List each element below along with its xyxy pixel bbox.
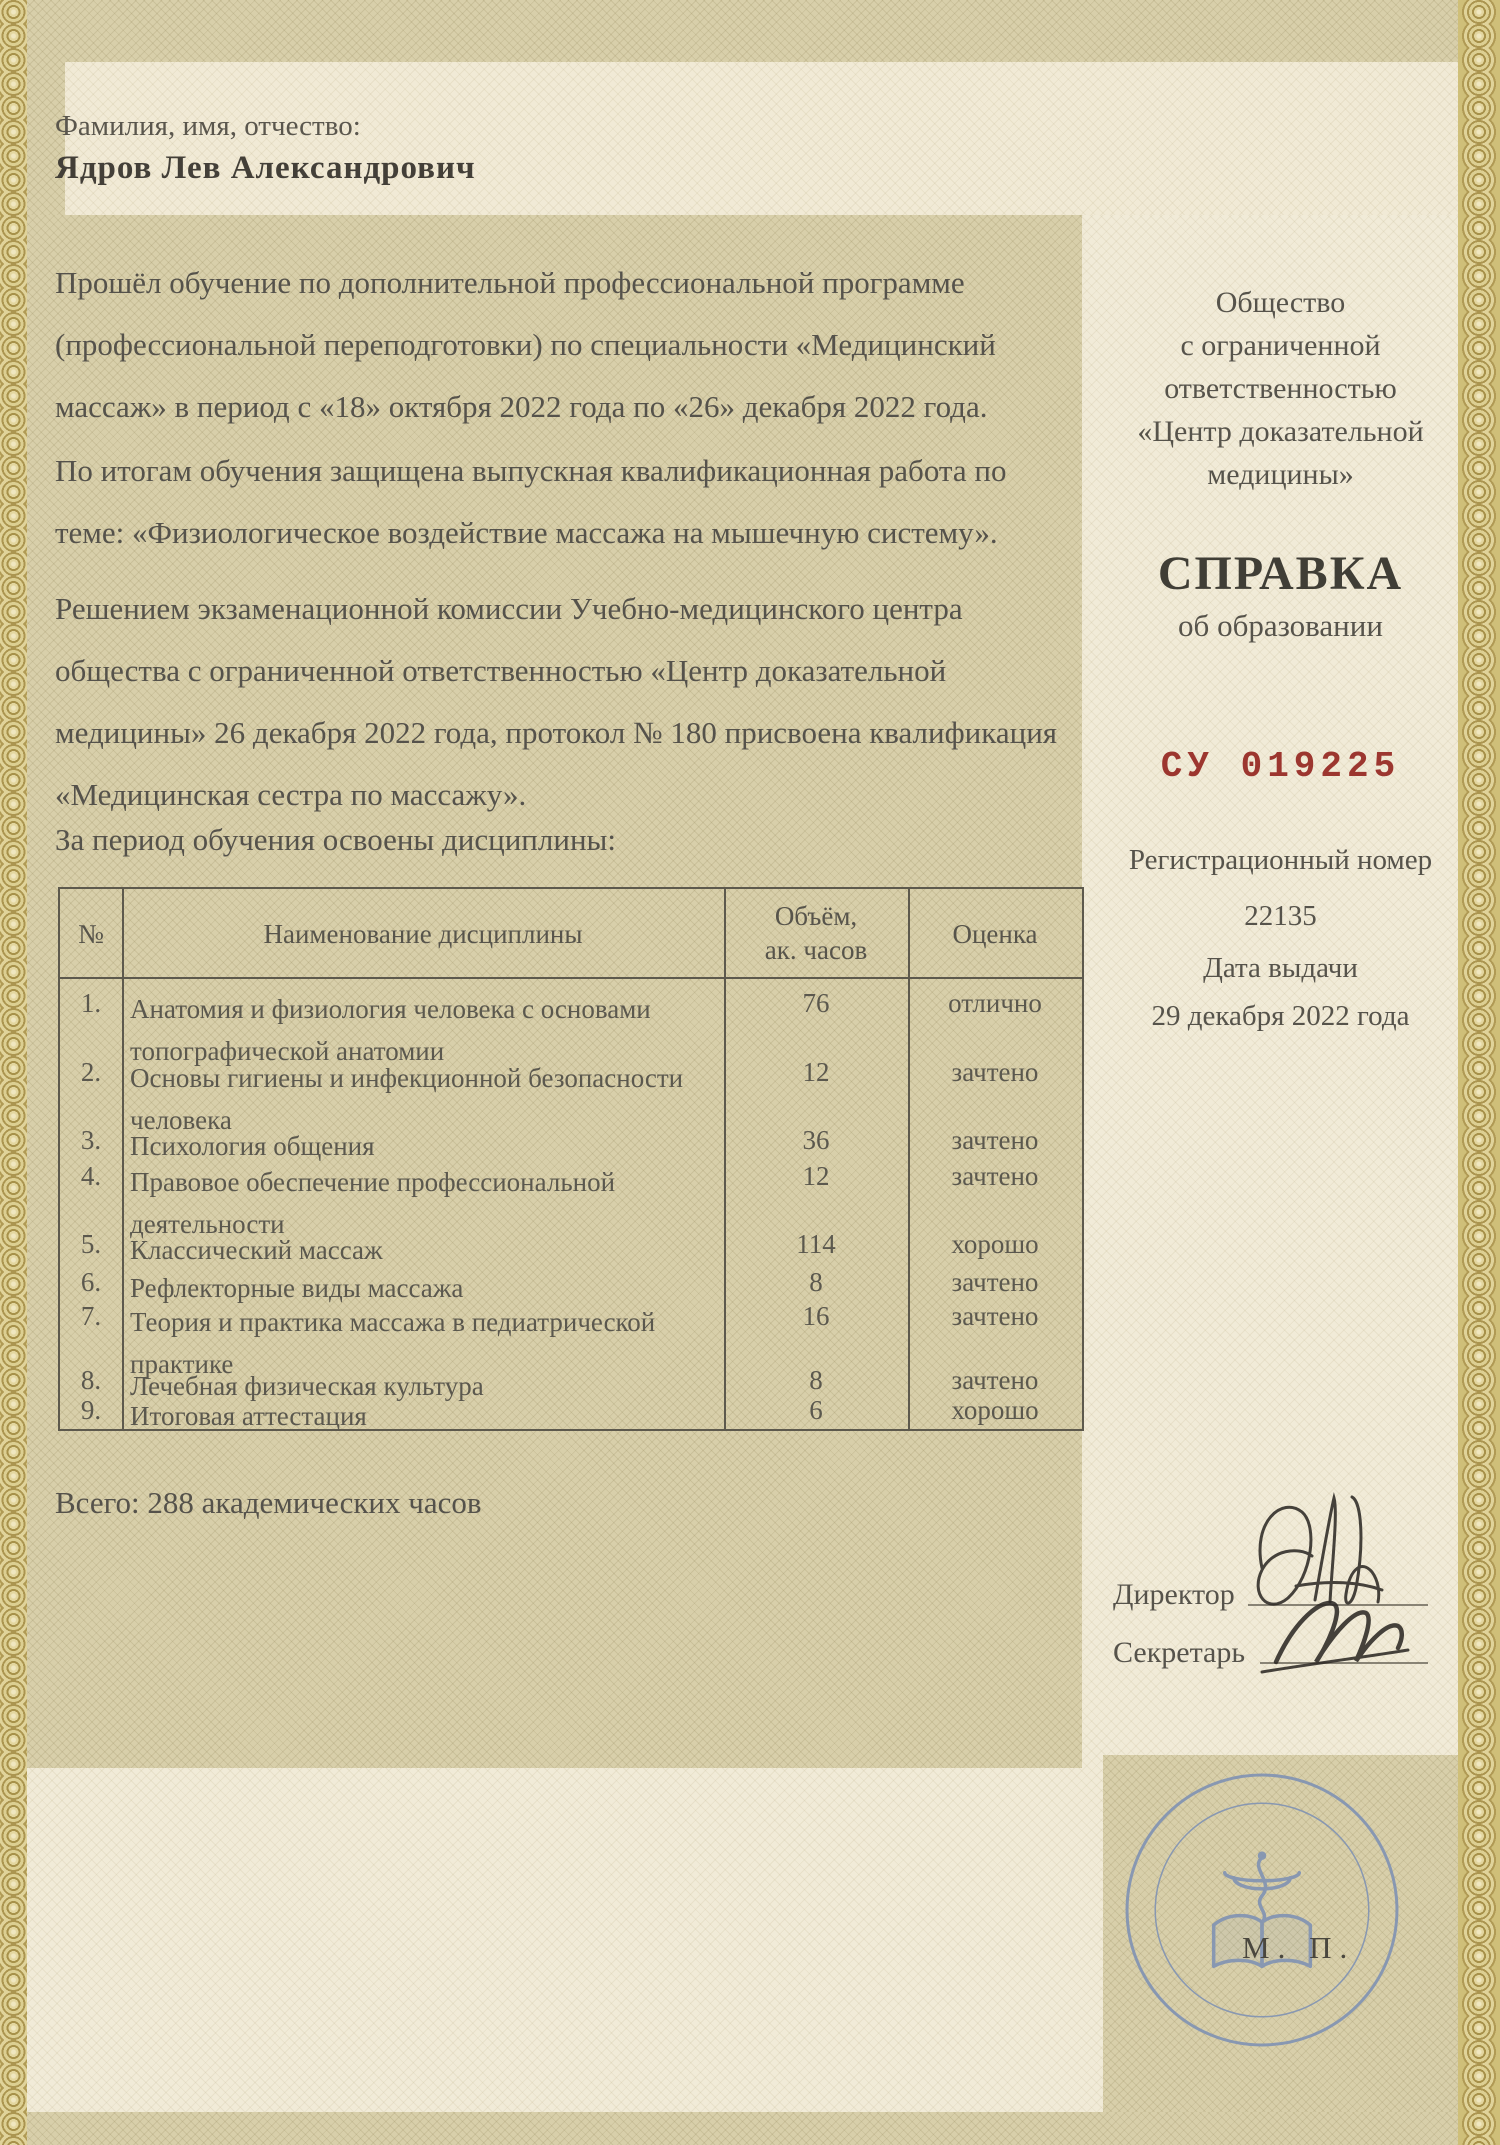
director-label: Директор: [1113, 1578, 1235, 1611]
row-num: 2.: [80, 1057, 102, 1087]
paragraph-qualification: Решением экзаменационной комиссии Учебно-медицинского центра общества с ограниченной ответственностью «Центр доказательной медицины» 26 декабря 2022 года, протокол № 180 присвоена квалификация «Медицинская сестра по массажу».: [55, 591, 1058, 812]
row-volume: 8: [809, 1267, 823, 1297]
right-ornamental-border: [1458, 0, 1500, 2145]
row-num: 3.: [80, 1125, 102, 1155]
row-discipline: Лечебная физическая культура: [130, 1371, 484, 1401]
row-grade: отлично: [948, 988, 1042, 1018]
table-intro: За период обучения освоены дисциплины:: [55, 822, 616, 857]
row-discipline: Правовое обеспечение профессиональной деятельности: [130, 1167, 616, 1239]
stamp-bowl-snake-icon: [1225, 1853, 1300, 1921]
org-name-line: медицины»: [1207, 458, 1354, 491]
header-grade: Оценка: [952, 919, 1038, 949]
bottom-band: [27, 2112, 1458, 2145]
row-num: 5.: [80, 1229, 102, 1259]
row-grade: хорошо: [951, 1395, 1039, 1425]
org-name-line: Общество: [1215, 286, 1346, 319]
row-volume: 12: [802, 1057, 830, 1087]
row-discipline: Психология общения: [130, 1131, 375, 1161]
row-volume: 16: [802, 1301, 830, 1331]
table-column-line: [908, 889, 910, 1429]
row-num: 1.: [80, 988, 102, 1018]
row-num: 8.: [80, 1365, 102, 1395]
org-stamp: [1121, 1769, 1403, 2051]
serial-number: СУ 019225: [1160, 746, 1401, 787]
header-num: №: [78, 919, 104, 949]
left-ornamental-border: [0, 0, 27, 2145]
table-column-line: [122, 889, 124, 1429]
row-num: 9.: [80, 1395, 102, 1425]
header-volume: Объём, ак. часов: [764, 901, 868, 965]
document-subtitle: об образовании: [1178, 608, 1383, 643]
row-discipline: Классический массаж: [130, 1235, 383, 1265]
row-num: 4.: [80, 1161, 102, 1191]
stamp-place-label: М. П.: [1242, 1930, 1356, 1965]
secretary-signature-line: [1260, 1662, 1428, 1664]
org-name-line: «Центр доказательной: [1137, 415, 1424, 448]
row-volume: 6: [809, 1395, 823, 1425]
org-name-line: с ограниченной: [1180, 329, 1381, 362]
total-hours: Всего: 288 академических часов: [55, 1485, 482, 1520]
row-discipline: Рефлекторные виды массажа: [130, 1273, 464, 1303]
paragraph-thesis: По итогам обучения защищена выпускная квалификационная работа по теме: «Физиологическое воздействие массажа на мышечную систему».: [55, 453, 1007, 550]
paragraph-training: Прошёл обучение по дополнительной профессиональной программе (профессиональной переподготовки) по специальности «Медицинский массаж» в период с «18» октября 2022 года по «26» декабря 2022 года.: [55, 265, 996, 424]
header-discipline: Наименование дисциплины: [263, 919, 583, 949]
fio-name: Ядров Лев Александрович: [55, 150, 476, 186]
issue-date-value: 29 декабря 2022 года: [1151, 1000, 1410, 1032]
row-grade: зачтено: [951, 1301, 1039, 1331]
row-discipline: Анатомия и физиология человека с основами топографической анатомии: [130, 994, 651, 1066]
row-grade: зачтено: [951, 1365, 1039, 1395]
row-volume: 8: [809, 1365, 823, 1395]
secretary-label: Секретарь: [1113, 1636, 1246, 1669]
director-signature: [1258, 1497, 1382, 1604]
row-volume: 114: [796, 1229, 836, 1259]
document-title: СПРАВКА: [1157, 547, 1404, 600]
table-column-line: [724, 889, 726, 1429]
org-name-line: ответственностью: [1164, 372, 1397, 405]
fio-label: Фамилия, имя, отчество:: [55, 110, 361, 142]
table-header-line: [60, 977, 1082, 979]
row-num: 6.: [80, 1267, 102, 1297]
row-grade: хорошо: [951, 1229, 1039, 1259]
row-volume: 36: [802, 1125, 830, 1155]
row-volume: 76: [802, 988, 830, 1018]
registration-label: Регистрационный номер: [1128, 844, 1433, 876]
row-grade: зачтено: [951, 1125, 1039, 1155]
row-grade: зачтено: [951, 1161, 1039, 1191]
disciplines-table: [58, 887, 1084, 1431]
row-discipline: Основы гигиены и инфекционной безопасности человека: [130, 1063, 684, 1135]
row-volume: 12: [802, 1161, 830, 1191]
director-signature-line: [1248, 1604, 1428, 1606]
row-num: 7.: [80, 1301, 102, 1331]
row-grade: зачтено: [951, 1057, 1039, 1087]
registration-number: 22135: [1244, 900, 1317, 932]
row-grade: зачтено: [951, 1267, 1039, 1297]
issue-date-label: Дата выдачи: [1203, 952, 1358, 984]
row-discipline: Итоговая аттестация: [130, 1401, 367, 1431]
row-discipline: Теория и практика массажа в педиатрической практике: [130, 1307, 656, 1379]
